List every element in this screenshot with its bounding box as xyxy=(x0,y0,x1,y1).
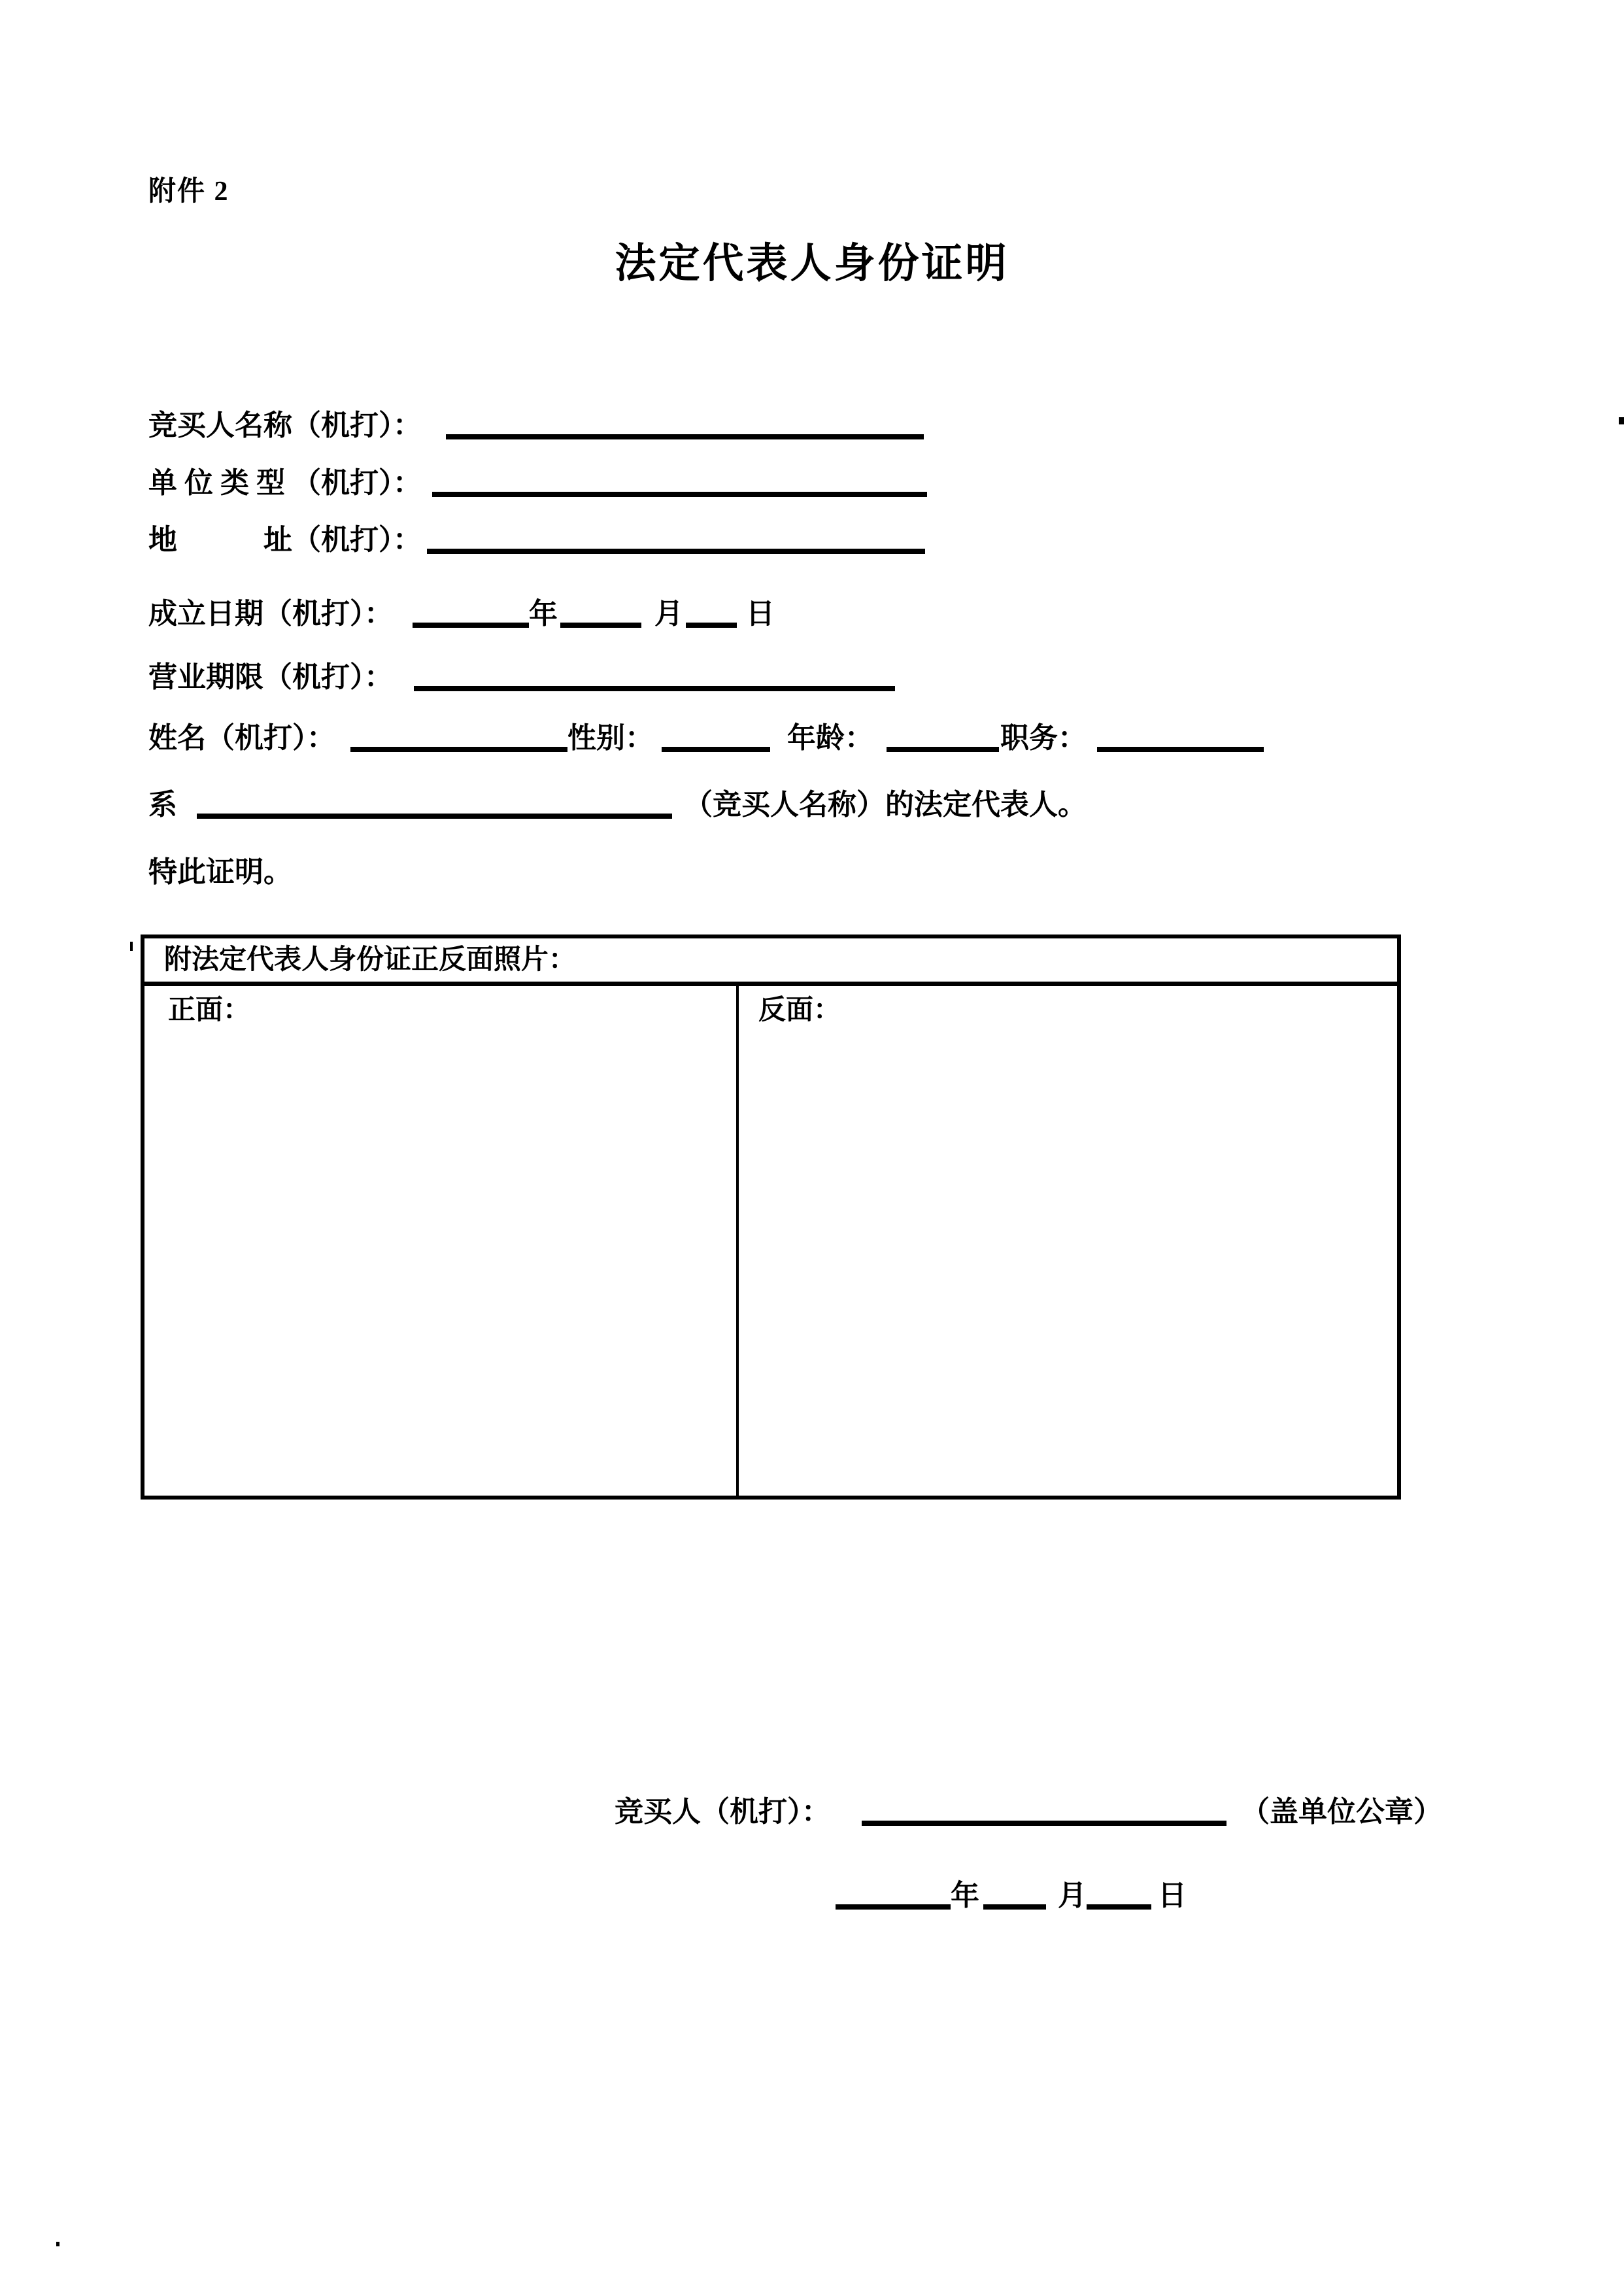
form-fields-block xyxy=(148,411,1476,887)
legal-rep-suffix-label: （竞买人名称）的法定代表人。 xyxy=(684,789,1087,821)
scan-speck xyxy=(130,942,133,951)
id-photo-table-header-row xyxy=(144,938,1397,986)
form-row-address xyxy=(148,525,1476,599)
unit-type-blank-field xyxy=(432,468,927,497)
hereby-certified-text: 特此证明。 xyxy=(148,856,292,888)
age-blank-field xyxy=(887,723,999,752)
id-back-photo-cell xyxy=(739,986,1397,1496)
footer-buyer-signature-row xyxy=(615,1797,1442,1827)
form-row-hereby xyxy=(148,858,1476,887)
footer-buyer-blank-field xyxy=(862,1797,1226,1826)
day-unit-label: 日 xyxy=(746,598,775,630)
page-title: 法定代表人身份证明 xyxy=(615,241,1009,286)
gender-label: 性别： xyxy=(567,722,654,754)
footer-buyer-label: 竞买人（机打）： xyxy=(615,1796,830,1828)
bidder-name-label: 竞买人名称（机打）： xyxy=(148,409,422,441)
id-photo-table-body xyxy=(144,986,1397,1496)
gender-blank-field xyxy=(662,723,770,752)
id-front-photo-cell xyxy=(144,986,739,1496)
form-row-unit-type xyxy=(148,468,1476,525)
form-row-establish-date xyxy=(148,599,1476,662)
form-row-bidder-name xyxy=(148,411,1476,468)
footer-day-blank-field xyxy=(1087,1881,1151,1910)
company-name-blank-field xyxy=(197,790,672,819)
month-unit-label: 月 xyxy=(654,598,683,630)
establish-day-blank-field xyxy=(686,599,737,628)
address-blank-field xyxy=(427,525,925,554)
footer-year-blank-field xyxy=(836,1881,951,1910)
position-label: 职务： xyxy=(1000,722,1087,754)
id-back-label: 反面： xyxy=(758,995,841,1025)
id-front-label: 正面： xyxy=(168,995,251,1025)
footer-month-unit-label: 月 xyxy=(1058,1879,1087,1912)
form-row-person-info xyxy=(148,723,1476,790)
footer-year-unit-label: 年 xyxy=(951,1879,979,1912)
person-name-blank-field xyxy=(350,723,567,752)
establish-year-blank-field xyxy=(413,599,529,628)
id-photo-table xyxy=(141,935,1401,1500)
form-row-business-term xyxy=(148,662,1476,723)
year-unit-label: 年 xyxy=(529,598,558,630)
person-name-label: 姓名（机打）： xyxy=(148,722,335,754)
footer-seal-note: （盖单位公章） xyxy=(1241,1796,1442,1828)
footer-month-blank-field xyxy=(983,1881,1046,1910)
unit-type-label: 单 位 类 型 （机打）： xyxy=(148,467,422,499)
scan-speck xyxy=(1619,417,1624,424)
business-term-blank-field xyxy=(414,662,895,691)
bidder-name-blank-field xyxy=(446,411,924,439)
is-prefix-label: 系 xyxy=(148,789,177,821)
footer-day-unit-label: 日 xyxy=(1158,1879,1187,1912)
scan-speck xyxy=(56,2242,59,2246)
establish-month-blank-field xyxy=(560,599,641,628)
address-label: 地 址（机打）： xyxy=(148,524,422,556)
position-blank-field xyxy=(1097,723,1264,752)
age-label: 年龄： xyxy=(787,722,873,754)
business-term-label: 营业期限（机打）： xyxy=(148,661,393,693)
attachment-number-label: 附件 2 xyxy=(148,177,229,207)
footer-date-row xyxy=(836,1881,1187,1910)
id-photo-table-header-label: 附法定代表人身份证正反面照片： xyxy=(164,945,577,975)
form-row-company-statement xyxy=(148,790,1476,858)
establish-date-label: 成立日期（机打）： xyxy=(148,598,393,630)
